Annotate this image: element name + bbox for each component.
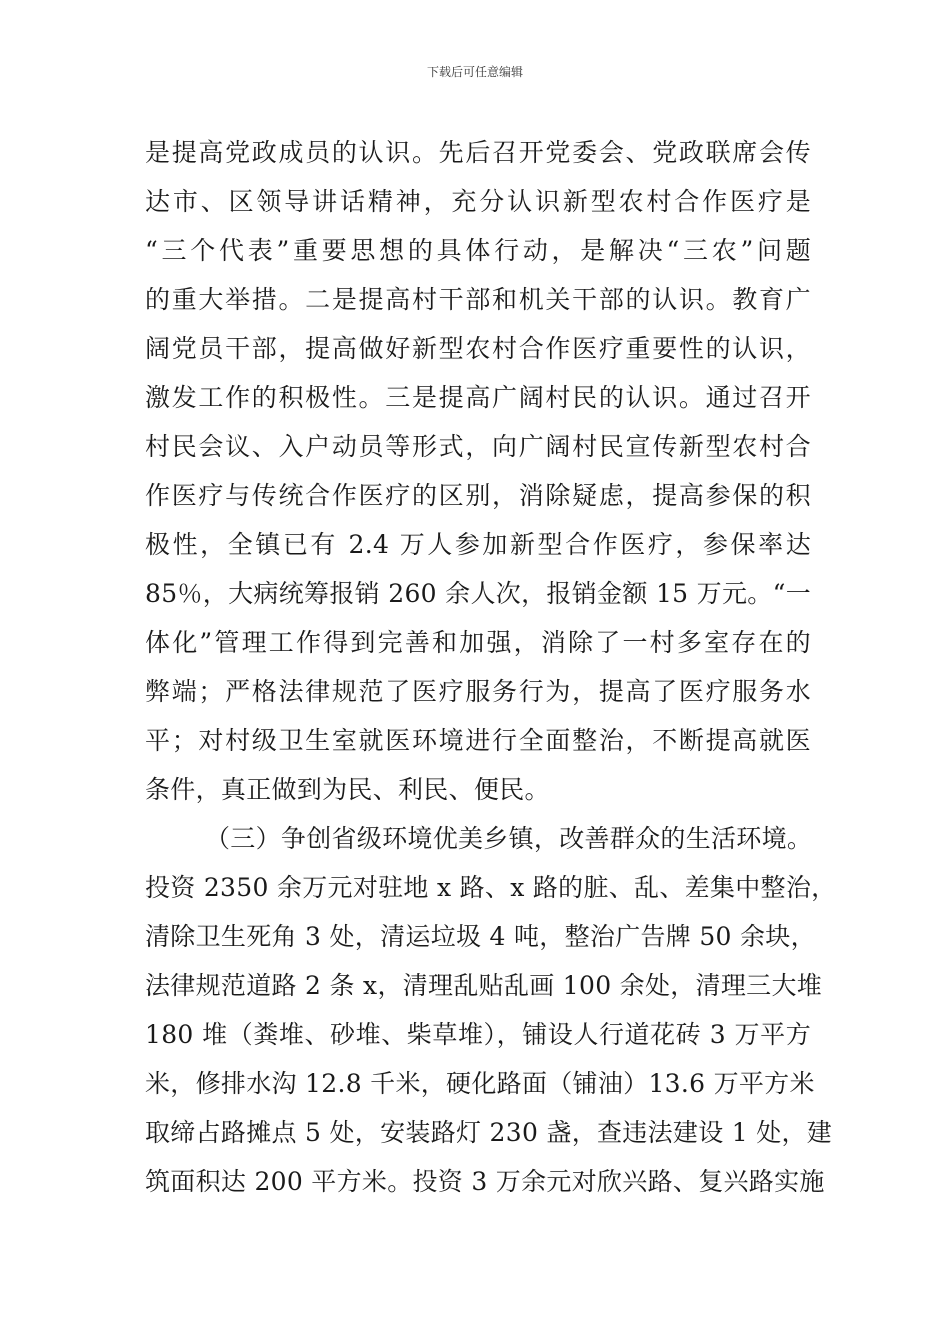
text-line: 清除卫生死角 3 处，清运垃圾 4 吨，整治广告牌 50 余块，	[145, 922, 816, 951]
text-line: 作医疗与传统合作医疗的区别，消除疑虑，提高参保的积	[145, 481, 811, 510]
text-line: 极性，全镇已有 2.4 万人参加新型合作医疗，参保率达	[145, 530, 811, 559]
text-line: “三个代表”重要思想的具体行动，是解决“三农”问题	[145, 236, 811, 265]
text-line: 弊端；严格法律规范了医疗服务行为，提高了医疗服务水	[145, 677, 811, 706]
text-line: 激发工作的积极性。三是提高广阔村民的认识。通过召开	[145, 383, 811, 412]
text-line: 平；对村级卫生室就医环境进行全面整治，不断提高就医	[145, 726, 811, 755]
text-line: （三）争创省级环境优美乡镇，改善群众的生活环境。	[205, 824, 813, 853]
text-line: 筑面积达 200 平方米。投资 3 万余元对欣兴路、复兴路实施	[145, 1167, 825, 1196]
text-line: 取缔占路摊点 5 处，安装路灯 230 盏，查违法建设 1 处，建	[145, 1118, 833, 1147]
page-header: 下载后可任意编辑	[426, 65, 523, 79]
text-line: 达市、区领导讲话精神，充分认识新型农村合作医疗是	[145, 187, 811, 216]
text-line: 的重大举措。二是提高村干部和机关干部的认识。教育广	[145, 285, 811, 314]
text-line: 阔党员干部，提高做好新型农村合作医疗重要性的认识，	[145, 334, 811, 363]
text-line: 村民会议、入户动员等形式，向广阔村民宣传新型农村合	[145, 432, 811, 461]
text-line: 85％，大病统筹报销 260 余人次，报销金额 15 万元。“一	[145, 579, 811, 608]
body-text	[145, 128, 837, 1206]
text-line: 180 堆（粪堆、砂堆、柴草堆），铺设人行道花砖 3 万平方	[145, 1020, 811, 1049]
text-line: 法律规范道路 2 条 x，清理乱贴乱画 100 余处，清理三大堆	[145, 971, 823, 1000]
text-line: 米，修排水沟 12.8 千米，硬化路面（铺油）13.6 万平方米	[145, 1069, 815, 1098]
text-line: 投资 2350 余万元对驻地 x 路、x 路的脏、乱、差集中整治，	[145, 873, 837, 902]
text-line: 条件，真正做到为民、利民、便民。	[145, 775, 550, 804]
text-line: 体化”管理工作得到完善和加强，消除了一村多室存在的	[145, 628, 811, 657]
text-line: 是提高党政成员的认识。先后召开党委会、党政联席会传	[145, 138, 811, 167]
